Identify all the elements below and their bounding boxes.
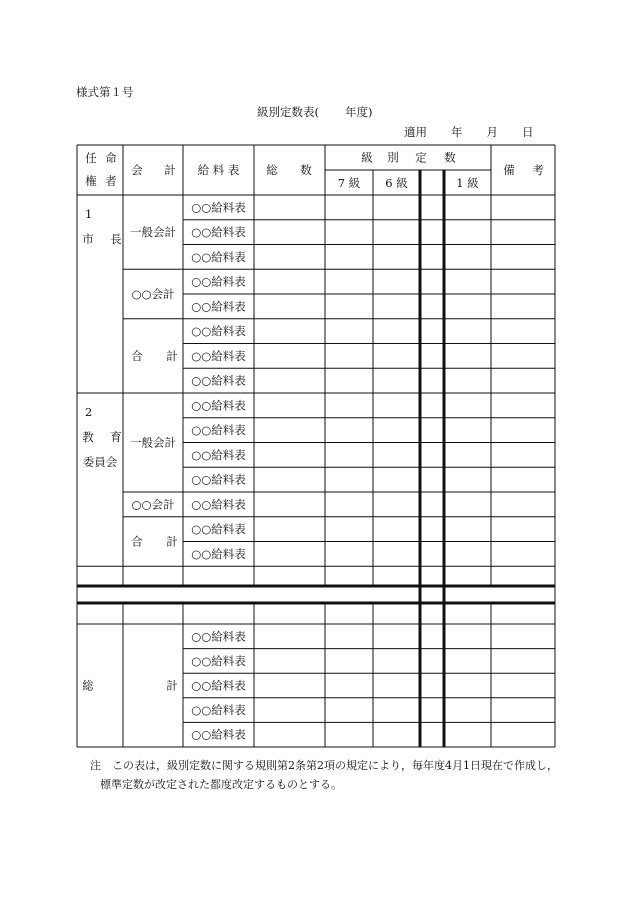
applied-label: 適用 [404, 125, 427, 139]
header-salary-table: 給 料 表 [197, 163, 240, 177]
header-grade-group: 定 [415, 150, 427, 165]
salary-table-label: ○○給料表 [191, 727, 246, 742]
board-name: 育 [110, 430, 122, 444]
salary-table-label: ○○給料表 [191, 497, 246, 512]
salary-table-label: ○○給料表 [191, 522, 246, 537]
salary-table-label: ○○給料表 [191, 324, 246, 339]
salary-table-label: ○○給料表 [191, 447, 246, 462]
account-subtotal: 計 [166, 534, 178, 549]
header-grade-1: 1 級 [456, 176, 479, 190]
mayor-number: 1 [85, 207, 93, 221]
header-grade-group: 数 [444, 150, 456, 165]
header-total: 総 [266, 163, 278, 177]
header-grade-7: 7 級 [337, 176, 361, 190]
board-name: 教 [82, 430, 94, 444]
note-line-2: 標準定数が改定された都度改定するものとする。 [100, 778, 342, 791]
account-subtotal: 計 [166, 348, 178, 363]
salary-table-label: ○○給料表 [191, 249, 246, 264]
account-subtotal: 合 [131, 534, 143, 549]
account-other: ○○会計 [131, 497, 175, 512]
salary-table-label: ○○給料表 [191, 629, 246, 644]
header-grade-6: 6 級 [385, 176, 408, 190]
header-grade-group: 別 [387, 150, 399, 165]
month-label: 月 [486, 125, 498, 139]
header-appointer: 命 [105, 151, 117, 165]
note-line-1: 注 この表は，級別定数に関する規則第2条第2項の規定により，毎年度4月1日現在で作成し， [90, 759, 558, 772]
salary-table-label: ○○給料表 [191, 703, 246, 718]
mayor-name: 長 [110, 232, 122, 246]
salary-table-label: ○○給料表 [191, 348, 246, 363]
account-subtotal: 合 [131, 348, 143, 363]
board-number: 2 [85, 405, 93, 419]
title-suffix: 年度) [345, 105, 373, 119]
grand-total-label: 計 [166, 678, 178, 693]
header-appointer: 者 [105, 174, 117, 188]
salary-table-label: ○○給料表 [191, 423, 246, 438]
form-number: 様式第１号 [76, 85, 134, 99]
header-total: 数 [300, 163, 312, 177]
header-remarks: 備 [503, 163, 515, 177]
year-label: 年 [451, 125, 463, 139]
board-name: 委員会 [82, 455, 118, 469]
salary-table-label: ○○給料表 [191, 225, 246, 240]
grand-total-label: 総 [82, 678, 94, 693]
account-general: 一般会計 [130, 225, 176, 240]
salary-table-label: ○○給料表 [191, 274, 246, 289]
salary-table-label: ○○給料表 [191, 678, 246, 693]
day-label: 日 [522, 125, 534, 139]
header-account: 会 [131, 163, 143, 177]
header-account: 計 [164, 163, 176, 177]
salary-table-label: ○○給料表 [191, 546, 246, 561]
header-remarks: 考 [532, 163, 544, 177]
header-appointer: 権 [85, 174, 97, 188]
salary-table-label: ○○給料表 [191, 653, 246, 668]
salary-table-label: ○○給料表 [191, 472, 246, 487]
account-general: 一般会計 [130, 435, 176, 450]
salary-table-label: ○○給料表 [191, 373, 246, 388]
salary-table-label: ○○給料表 [191, 398, 246, 413]
account-other: ○○会計 [131, 287, 175, 301]
salary-table-label: ○○給料表 [191, 299, 246, 314]
mayor-name: 市 [82, 232, 94, 246]
title-prefix: 級別定数表( [257, 105, 319, 119]
salary-table-label: ○○給料表 [191, 200, 246, 215]
header-grade-group: 級 [361, 150, 373, 165]
header-appointer: 任 [85, 151, 97, 165]
